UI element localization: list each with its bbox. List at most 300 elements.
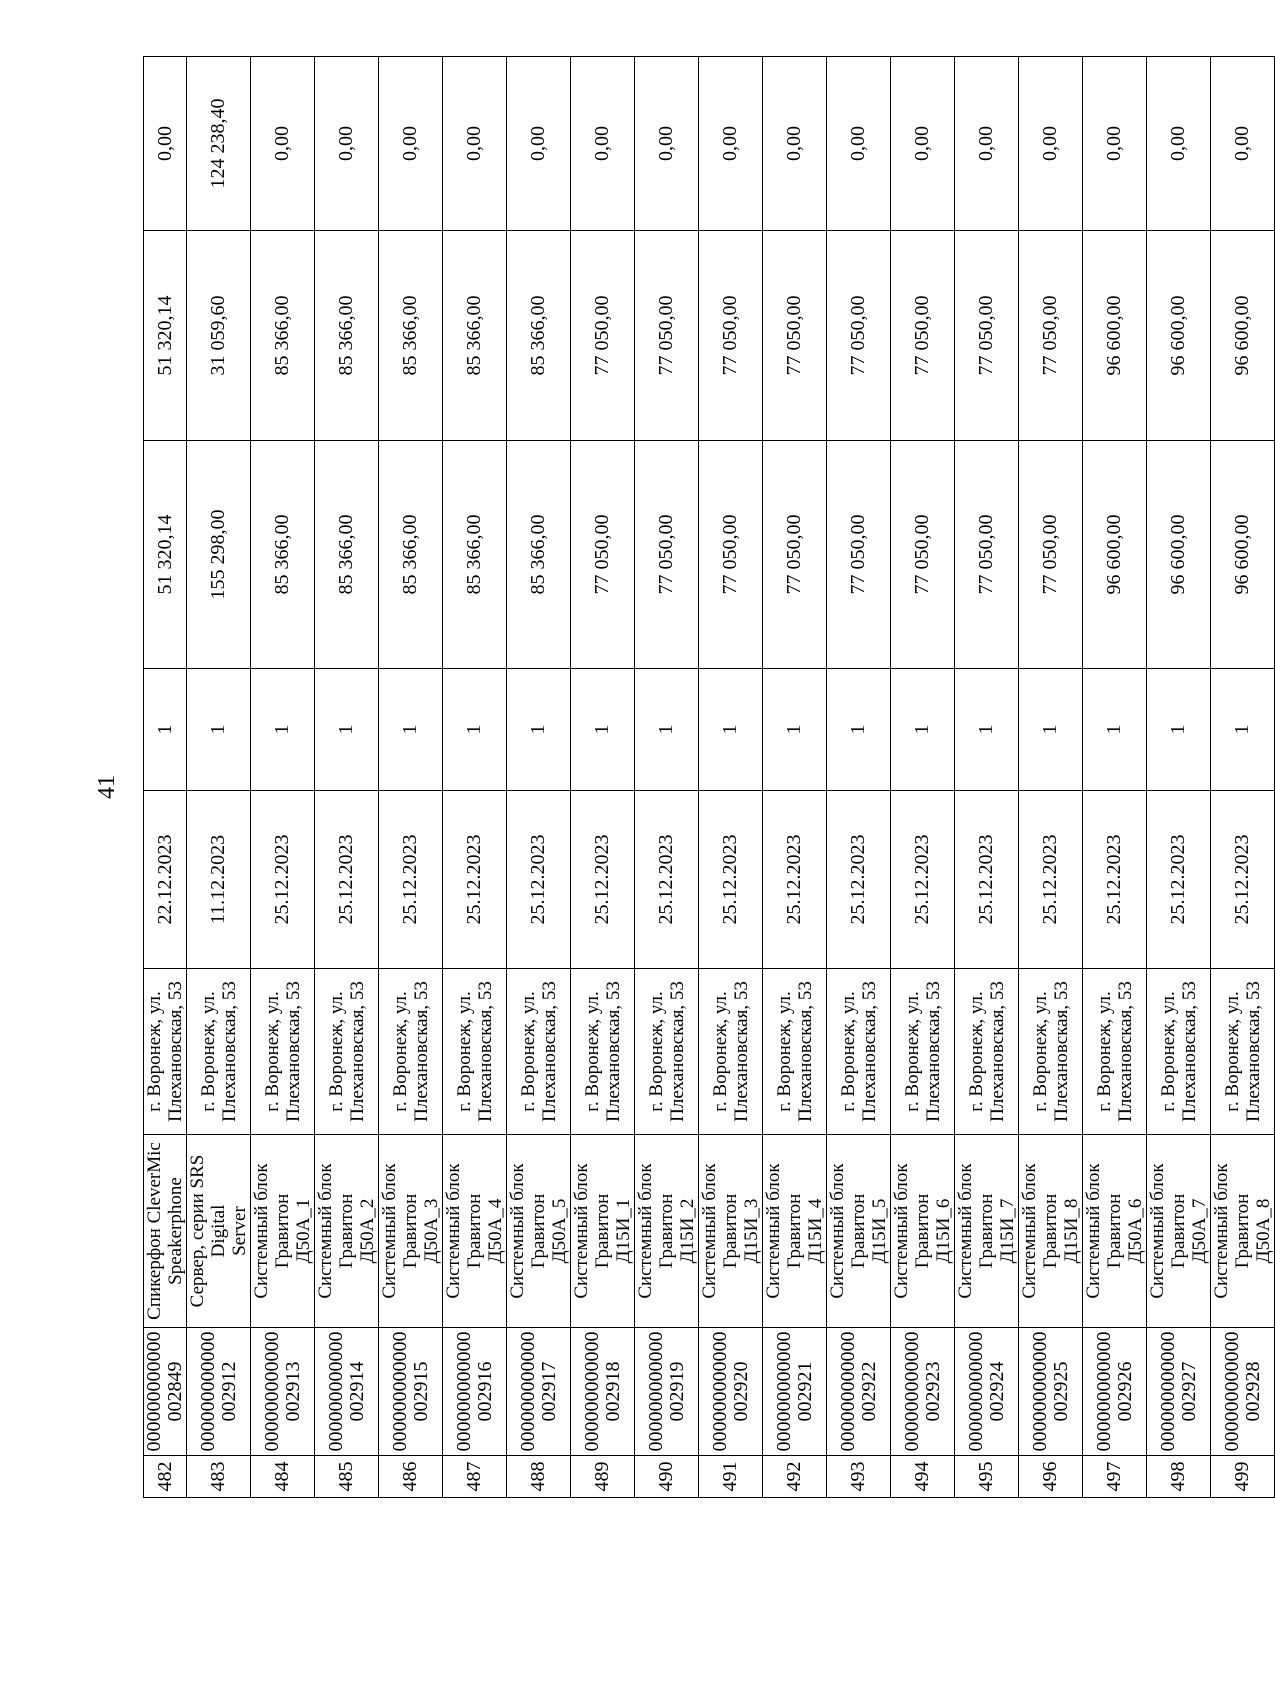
initial-cost-cell-text: 85 366,00 (399, 514, 421, 595)
row-number-cell-text: 495 (975, 1461, 997, 1492)
asset-name-cell-text: Системный блок Гравитон (699, 1163, 741, 1299)
row-number-cell (379, 1456, 443, 1498)
quantity-cell-text: 1 (655, 724, 677, 735)
table-row (315, 57, 379, 1498)
depreciation-cell (187, 231, 251, 441)
inventory-code-cell-text: 002924 (985, 1361, 1008, 1422)
inventory-code-cell-text: 002918 (601, 1361, 624, 1422)
quantity-cell-text: 1 (463, 724, 485, 735)
quantity-cell-text: 1 (975, 724, 997, 735)
acceptance-date-cell-text: 25.12.2023 (783, 834, 805, 925)
asset-name-cell-text: Системный блок Гравитон (955, 1163, 997, 1299)
initial-cost-cell (827, 441, 891, 669)
asset-name-cell-text: Системный блок Гравитон (1147, 1163, 1189, 1299)
acceptance-date-cell-text: 11.12.2023 (207, 834, 229, 925)
inventory-code-cell-text: 000000000000 (260, 1331, 283, 1452)
asset-name-cell (1211, 1135, 1275, 1328)
residual-value-cell-text: 0,00 (655, 126, 677, 161)
asset-name-cell (571, 1135, 635, 1328)
residual-value-cell-text: 0,00 (591, 126, 613, 161)
residual-value-cell-text: 124 238,40 (207, 98, 229, 189)
initial-cost-cell (315, 441, 379, 669)
depreciation-cell (251, 231, 315, 441)
depreciation-cell-text: 85 366,00 (335, 295, 357, 376)
row-number-cell (507, 1456, 571, 1498)
depreciation-cell (144, 231, 187, 441)
quantity-cell-text: 1 (847, 724, 869, 735)
table-row (1019, 57, 1083, 1498)
initial-cost-cell-text: 77 050,00 (719, 514, 741, 595)
location-cell (251, 969, 315, 1135)
inventory-code-cell (955, 1328, 1019, 1456)
quantity-cell (507, 669, 571, 791)
asset-table-container (143, 57, 1274, 1498)
asset-name-cell-text: Д15И_1 (613, 1198, 634, 1264)
asset-name-cell (1019, 1135, 1083, 1328)
quantity-cell-text: 1 (335, 724, 357, 735)
residual-value-cell (571, 57, 635, 231)
quantity-cell (443, 669, 507, 791)
depreciation-cell (763, 231, 827, 441)
asset-name-cell-text: Д15И_4 (805, 1198, 826, 1264)
acceptance-date-cell-text: 25.12.2023 (1103, 834, 1125, 925)
residual-value-cell-text: 0,00 (399, 126, 421, 161)
initial-cost-cell (144, 441, 187, 669)
location-cell-text: Плехановская, 53 (538, 981, 560, 1122)
inventory-code-cell-text: 002912 (217, 1361, 240, 1422)
initial-cost-cell-text: 77 050,00 (975, 514, 997, 595)
inventory-code-cell-text: 000000000000 (1220, 1331, 1243, 1452)
location-cell (1211, 969, 1275, 1135)
inventory-code-cell (379, 1328, 443, 1456)
depreciation-cell-text: 77 050,00 (1039, 295, 1061, 376)
asset-name-cell-text: Д50А_6 (1125, 1198, 1146, 1264)
residual-value-cell (827, 57, 891, 231)
asset-name-cell (443, 1135, 507, 1328)
asset-name-cell (187, 1135, 251, 1328)
depreciation-cell (955, 231, 1019, 441)
location-cell-text: Плехановская, 53 (794, 981, 816, 1122)
acceptance-date-cell-text: 25.12.2023 (591, 834, 613, 925)
asset-name-cell-text: Системный блок Гравитон (1211, 1163, 1253, 1299)
acceptance-date-cell-text: 25.12.2023 (335, 834, 357, 925)
location-cell-text: г. Воронеж, ул. (197, 991, 219, 1112)
quantity-cell (827, 669, 891, 791)
row-number-cell-text: 498 (1167, 1461, 1189, 1492)
location-cell-text: г. Воронеж, ул. (1157, 991, 1179, 1112)
location-cell (1083, 969, 1147, 1135)
initial-cost-cell (955, 441, 1019, 669)
row-number-cell (1019, 1456, 1083, 1498)
residual-value-cell (955, 57, 1019, 231)
initial-cost-cell-text: 85 366,00 (335, 514, 357, 595)
initial-cost-cell (699, 441, 763, 669)
quantity-cell-text: 1 (591, 724, 613, 735)
quantity-cell (1083, 669, 1147, 791)
asset-table-body (144, 57, 1275, 1498)
residual-value-cell (507, 57, 571, 231)
quantity-cell (891, 669, 955, 791)
quantity-cell-text: 1 (1231, 724, 1253, 735)
depreciation-cell-text: 96 600,00 (1167, 295, 1189, 376)
location-cell-text: г. Воронеж, ул. (837, 991, 859, 1112)
acceptance-date-cell (144, 791, 187, 969)
table-row (763, 57, 827, 1498)
inventory-code-cell-text: 002923 (921, 1361, 944, 1422)
initial-cost-cell (1019, 441, 1083, 669)
quantity-cell (955, 669, 1019, 791)
inventory-code-cell-text: 002928 (1241, 1361, 1264, 1422)
location-cell-text: Плехановская, 53 (1242, 981, 1264, 1122)
asset-name-cell-text: Системный блок Гравитон (507, 1163, 549, 1299)
depreciation-cell (379, 231, 443, 441)
depreciation-cell (443, 231, 507, 441)
residual-value-cell-text: 0,00 (975, 126, 997, 161)
location-cell (1147, 969, 1211, 1135)
residual-value-cell-text: 0,00 (463, 126, 485, 161)
residual-value-cell (891, 57, 955, 231)
residual-value-cell (1019, 57, 1083, 231)
location-cell-text: г. Воронеж, ул. (261, 991, 283, 1112)
location-cell-text: Плехановская, 53 (602, 981, 624, 1122)
location-cell (827, 969, 891, 1135)
initial-cost-cell (571, 441, 635, 669)
table-row (1211, 57, 1275, 1498)
depreciation-cell-text: 96 600,00 (1103, 295, 1125, 376)
residual-value-cell (443, 57, 507, 231)
quantity-cell-text: 1 (1039, 724, 1061, 735)
table-row (443, 57, 507, 1498)
asset-table-rotated (143, 57, 1274, 1498)
acceptance-date-cell-text: 25.12.2023 (911, 834, 933, 925)
residual-value-cell (763, 57, 827, 231)
row-number-cell (763, 1456, 827, 1498)
depreciation-cell (1019, 231, 1083, 441)
location-cell-text: Плехановская, 53 (858, 981, 880, 1122)
asset-name-cell-text: Server (229, 1206, 250, 1256)
residual-value-cell (1211, 57, 1275, 231)
initial-cost-cell-text: 77 050,00 (591, 514, 613, 595)
quantity-cell (144, 669, 187, 791)
residual-value-cell-text: 0,00 (1231, 126, 1253, 161)
initial-cost-cell-text: 85 366,00 (463, 514, 485, 595)
location-cell-text: г. Воронеж, ул. (581, 991, 603, 1112)
residual-value-cell (635, 57, 699, 231)
asset-name-cell (955, 1135, 1019, 1328)
row-number-cell (187, 1456, 251, 1498)
location-cell (315, 969, 379, 1135)
asset-name-cell-text: Д50А_4 (485, 1198, 506, 1264)
depreciation-cell-text: 51 320,14 (153, 295, 176, 376)
quantity-cell (571, 669, 635, 791)
depreciation-cell-text: 85 366,00 (399, 295, 421, 376)
inventory-code-cell-text: 000000000000 (900, 1331, 923, 1452)
initial-cost-cell-text: 77 050,00 (655, 514, 677, 595)
quantity-cell (379, 669, 443, 791)
inventory-code-cell-text: 000000000000 (516, 1331, 539, 1452)
page-number: 41 (94, 775, 120, 799)
location-cell (144, 969, 187, 1135)
row-number-cell-text: 482 (153, 1461, 176, 1492)
location-cell-text: г. Воронеж, ул. (773, 991, 795, 1112)
asset-name-cell (827, 1135, 891, 1328)
depreciation-cell-text: 85 366,00 (527, 295, 549, 376)
quantity-cell-text: 1 (911, 724, 933, 735)
initial-cost-cell-text: 51 320,14 (153, 514, 176, 595)
quantity-cell (699, 669, 763, 791)
asset-name-cell (763, 1135, 827, 1328)
row-number-cell-text: 488 (527, 1461, 549, 1492)
row-number-cell (571, 1456, 635, 1498)
location-cell-text: г. Воронеж, ул. (1221, 991, 1243, 1112)
inventory-code-cell (1147, 1328, 1211, 1456)
location-cell-text: г. Воронеж, ул. (144, 991, 165, 1112)
acceptance-date-cell (635, 791, 699, 969)
row-number-cell (955, 1456, 1019, 1498)
acceptance-date-cell (699, 791, 763, 969)
location-cell-text: Плехановская, 53 (922, 981, 944, 1122)
inventory-code-cell-text: 002849 (164, 1361, 186, 1422)
asset-name-cell-text: Системный блок Гравитон (571, 1163, 613, 1299)
acceptance-date-cell (187, 791, 251, 969)
table-row (1083, 57, 1147, 1498)
location-cell (891, 969, 955, 1135)
inventory-code-cell-text: 002926 (1113, 1361, 1136, 1422)
inventory-code-cell-text: 000000000000 (964, 1331, 987, 1452)
residual-value-cell-text: 0,00 (1039, 126, 1061, 161)
location-cell-text: г. Воронеж, ул. (1029, 991, 1051, 1112)
row-number-cell (635, 1456, 699, 1498)
acceptance-date-cell (315, 791, 379, 969)
inventory-code-cell (571, 1328, 635, 1456)
acceptance-date-cell-text: 25.12.2023 (655, 834, 677, 925)
table-row (507, 57, 571, 1498)
table-row (144, 57, 187, 1498)
initial-cost-cell (379, 441, 443, 669)
inventory-code-cell-text: 002917 (537, 1361, 560, 1422)
inventory-code-cell-text: 002919 (665, 1361, 688, 1422)
asset-name-cell-text: Speakerphone (165, 1177, 186, 1285)
quantity-cell (1211, 669, 1275, 791)
asset-name-cell (891, 1135, 955, 1328)
residual-value-cell (1083, 57, 1147, 231)
asset-name-cell-text: Д50А_7 (1189, 1198, 1210, 1264)
residual-value-cell (144, 57, 187, 231)
row-number-cell-text: 499 (1231, 1461, 1253, 1492)
depreciation-cell-text: 77 050,00 (591, 295, 613, 376)
location-cell-text: г. Воронеж, ул. (517, 991, 539, 1112)
inventory-code-cell (891, 1328, 955, 1456)
asset-name-cell-text: Д15И_5 (869, 1198, 890, 1264)
residual-value-cell-text: 0,00 (911, 126, 933, 161)
acceptance-date-cell (1019, 791, 1083, 969)
asset-name-cell-text: Д15И_6 (933, 1198, 954, 1264)
location-cell-text: г. Воронеж, ул. (389, 991, 411, 1112)
acceptance-date-cell-text: 25.12.2023 (399, 834, 421, 925)
quantity-cell (1147, 669, 1211, 791)
row-number-cell-text: 493 (847, 1461, 869, 1492)
table-row (187, 57, 251, 1498)
depreciation-cell (827, 231, 891, 441)
asset-name-cell (144, 1135, 187, 1328)
asset-name-cell (1083, 1135, 1147, 1328)
asset-name-cell (379, 1135, 443, 1328)
location-cell (571, 969, 635, 1135)
row-number-cell (144, 1456, 187, 1498)
inventory-code-cell-text: 000000000000 (324, 1331, 347, 1452)
acceptance-date-cell-text: 25.12.2023 (975, 834, 997, 925)
asset-name-cell-text: Системный блок Гравитон (827, 1163, 869, 1299)
location-cell-text: Плехановская, 53 (730, 981, 752, 1122)
asset-name-cell-text: Д50А_5 (549, 1198, 570, 1264)
inventory-code-cell-text: 000000000000 (644, 1331, 667, 1452)
location-cell-text: г. Воронеж, ул. (709, 991, 731, 1112)
asset-name-cell (507, 1135, 571, 1328)
residual-value-cell-text: 0,00 (153, 126, 176, 161)
acceptance-date-cell (891, 791, 955, 969)
initial-cost-cell (507, 441, 571, 669)
inventory-code-cell-text: 002916 (473, 1361, 496, 1422)
row-number-cell-text: 492 (783, 1461, 805, 1492)
initial-cost-cell (1211, 441, 1275, 669)
acceptance-date-cell (571, 791, 635, 969)
row-number-cell-text: 490 (655, 1461, 677, 1492)
depreciation-cell-text: 31 059,60 (207, 295, 229, 376)
depreciation-cell-text: 77 050,00 (847, 295, 869, 376)
inventory-code-cell (827, 1328, 891, 1456)
asset-name-cell-text: Системный блок Гравитон (891, 1163, 933, 1299)
row-number-cell-text: 485 (335, 1461, 357, 1492)
initial-cost-cell (763, 441, 827, 669)
inventory-code-cell (443, 1328, 507, 1456)
quantity-cell-text: 1 (271, 724, 293, 735)
initial-cost-cell-text: 77 050,00 (783, 514, 805, 595)
depreciation-cell-text: 96 600,00 (1231, 295, 1253, 376)
location-cell (187, 969, 251, 1135)
depreciation-cell (699, 231, 763, 441)
table-row (699, 57, 763, 1498)
row-number-cell (1147, 1456, 1211, 1498)
residual-value-cell-text: 0,00 (847, 126, 869, 161)
row-number-cell-text: 486 (399, 1461, 421, 1492)
depreciation-cell-text: 77 050,00 (783, 295, 805, 376)
initial-cost-cell-text: 77 050,00 (1039, 514, 1061, 595)
asset-name-cell-text: Сервер, серии SRS Digital (187, 1154, 229, 1308)
acceptance-date-cell (955, 791, 1019, 969)
depreciation-cell (507, 231, 571, 441)
location-cell-text: Плехановская, 53 (282, 981, 304, 1122)
location-cell (507, 969, 571, 1135)
residual-value-cell-text: 0,00 (783, 126, 805, 161)
quantity-cell (315, 669, 379, 791)
asset-name-cell-text: Системный блок Гравитон (1019, 1163, 1061, 1299)
row-number-cell-text: 491 (719, 1461, 741, 1492)
row-number-cell-text: 484 (271, 1461, 293, 1492)
inventory-code-cell-text: 000000000000 (1092, 1331, 1115, 1452)
location-cell-text: Плехановская, 53 (986, 981, 1008, 1122)
row-number-cell-text: 483 (207, 1461, 229, 1492)
acceptance-date-cell-text: 25.12.2023 (527, 834, 549, 925)
asset-name-cell-text: Д50А_1 (293, 1198, 314, 1264)
location-cell-text: Плехановская, 53 (1050, 981, 1072, 1122)
row-number-cell-text: 497 (1103, 1461, 1125, 1492)
initial-cost-cell-text: 155 298,00 (207, 509, 229, 600)
depreciation-cell-text: 77 050,00 (655, 295, 677, 376)
acceptance-date-cell-text: 22.12.2023 (153, 834, 176, 925)
location-cell (1019, 969, 1083, 1135)
inventory-code-cell (144, 1328, 187, 1456)
location-cell-text: Плехановская, 53 (218, 981, 240, 1122)
residual-value-cell-text: 0,00 (1103, 126, 1125, 161)
inventory-code-cell-text: 002913 (281, 1361, 304, 1422)
inventory-code-cell-text: 000000000000 (452, 1331, 475, 1452)
row-number-cell (827, 1456, 891, 1498)
location-cell (955, 969, 1019, 1135)
residual-value-cell (187, 57, 251, 231)
row-number-cell-text: 496 (1039, 1461, 1061, 1492)
row-number-cell (315, 1456, 379, 1498)
quantity-cell-text: 1 (527, 724, 549, 735)
asset-name-cell-text: Системный блок Гравитон (315, 1163, 357, 1299)
initial-cost-cell-text: 77 050,00 (847, 514, 869, 595)
location-cell (443, 969, 507, 1135)
depreciation-cell (1083, 231, 1147, 441)
inventory-code-cell-text: 002920 (729, 1361, 752, 1422)
row-number-cell (891, 1456, 955, 1498)
inventory-code-cell-text: 000000000000 (708, 1331, 731, 1452)
inventory-code-cell-text: 002925 (1049, 1361, 1072, 1422)
acceptance-date-cell (443, 791, 507, 969)
table-row (379, 57, 443, 1498)
location-cell (699, 969, 763, 1135)
acceptance-date-cell (1147, 791, 1211, 969)
residual-value-cell (1147, 57, 1211, 231)
inventory-code-cell (507, 1328, 571, 1456)
asset-name-cell-text: Д15И_2 (677, 1198, 698, 1264)
location-cell (379, 969, 443, 1135)
quantity-cell-text: 1 (719, 724, 741, 735)
location-cell-text: Плехановская, 53 (1178, 981, 1200, 1122)
asset-name-cell (635, 1135, 699, 1328)
inventory-code-cell-text: 000000000000 (772, 1331, 795, 1452)
initial-cost-cell (443, 441, 507, 669)
quantity-cell (763, 669, 827, 791)
acceptance-date-cell-text: 25.12.2023 (1039, 834, 1061, 925)
asset-name-cell (315, 1135, 379, 1328)
table-row (635, 57, 699, 1498)
table-row (827, 57, 891, 1498)
residual-value-cell-text: 0,00 (335, 126, 357, 161)
residual-value-cell-text: 0,00 (1167, 126, 1189, 161)
location-cell (763, 969, 827, 1135)
table-row (891, 57, 955, 1498)
inventory-code-cell (763, 1328, 827, 1456)
location-cell-text: г. Воронеж, ул. (965, 991, 987, 1112)
inventory-code-cell-text: 000000000000 (143, 1331, 165, 1452)
inventory-code-cell (699, 1328, 763, 1456)
inventory-code-cell (635, 1328, 699, 1456)
acceptance-date-cell (827, 791, 891, 969)
initial-cost-cell-text: 96 600,00 (1231, 514, 1253, 595)
location-cell-text: г. Воронеж, ул. (453, 991, 475, 1112)
asset-name-cell-text: Спикерфон CleverMic (144, 1142, 165, 1320)
quantity-cell (187, 669, 251, 791)
inventory-code-cell (1019, 1328, 1083, 1456)
asset-name-cell (1147, 1135, 1211, 1328)
quantity-cell (1019, 669, 1083, 791)
initial-cost-cell (891, 441, 955, 669)
initial-cost-cell-text: 85 366,00 (271, 514, 293, 595)
